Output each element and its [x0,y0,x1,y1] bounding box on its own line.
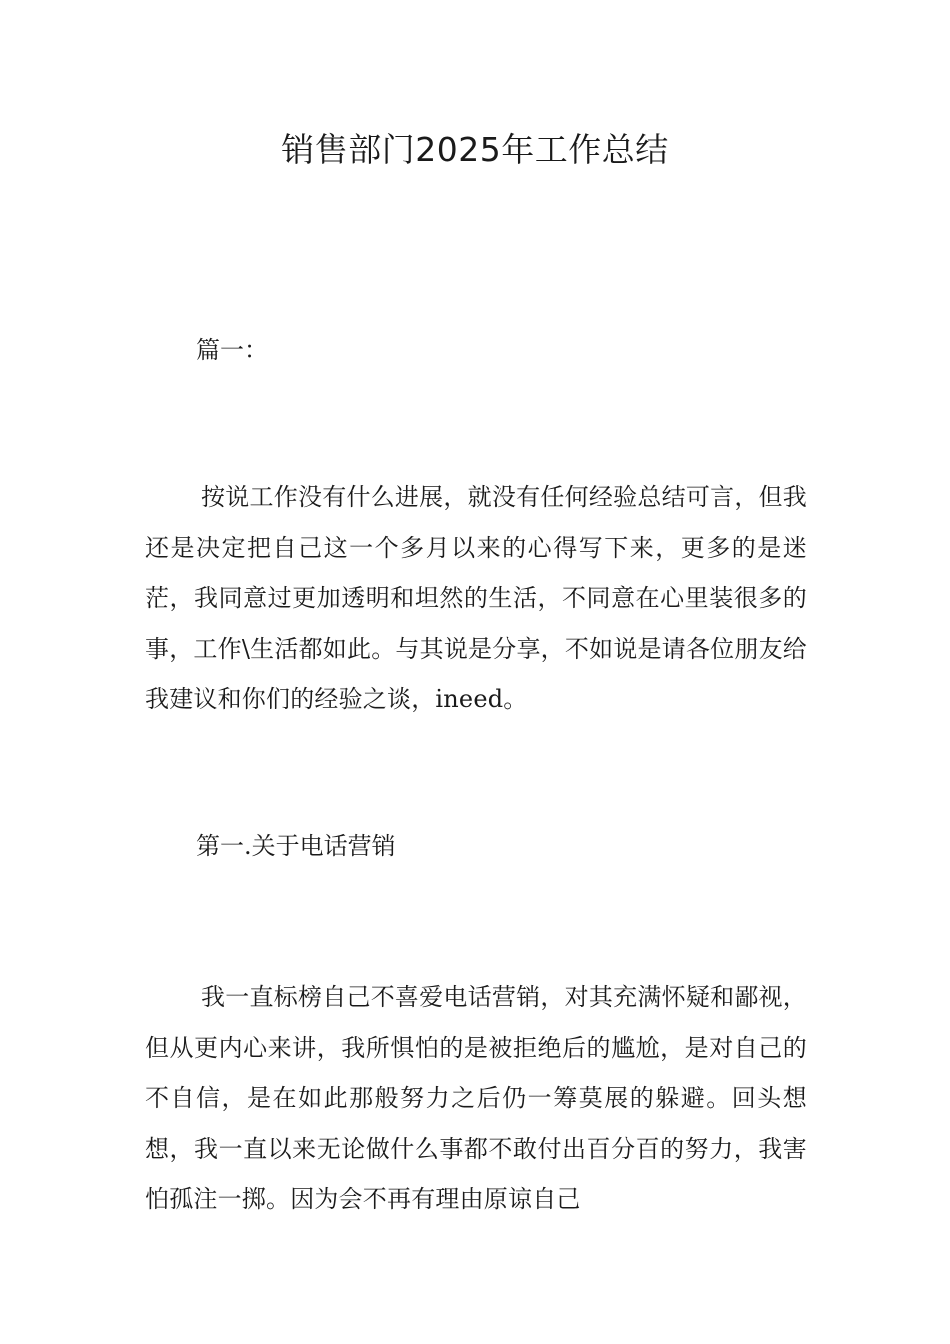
section-heading-telemarketing: 第一.关于电话营销 [196,832,396,860]
paragraph-telemarketing: 我一直标榜自己不喜爱电话营销，对其充满怀疑和鄙视，但从更内心来讲，我所惧怕的是被拒绝后的尴尬，是对自己的不自信，是在如此那般努力之后仍一筹莫展的躲避。回头想想，我一直以来无论做什么事都不敢付出百分百的努力，我害怕孤注一掷。因为会不再有理由原谅自己 [145,983,807,1213]
document-title: 销售部门2025年工作总结 [281,130,669,169]
paragraph-intro: 按说工作没有什么进展，就没有任何经验总结可言，但我还是决定把自己这一个多月以来的心得写下来，更多的是迷茫，我同意过更加透明和坦然的生活，不同意在心里装很多的事，工作\生活都如此。与其说是分享，不如说是请各位朋友给我建议和你们的经验之谈，ineed。 [145,483,807,713]
section-label: 篇一： [196,336,268,364]
